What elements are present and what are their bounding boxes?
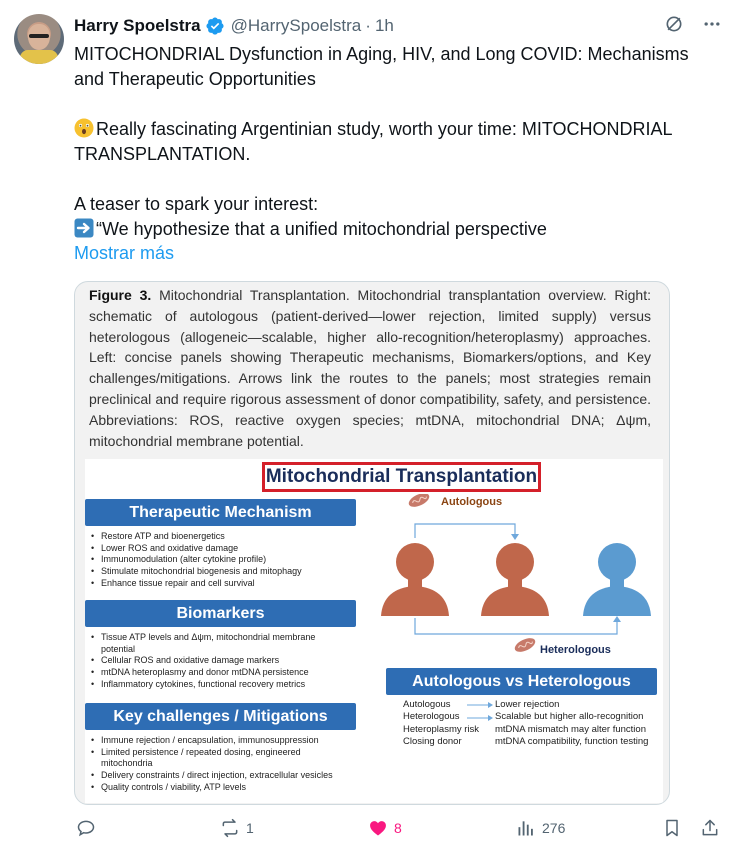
views-chart-icon bbox=[516, 818, 536, 838]
challenges-list bbox=[89, 735, 351, 794]
donor-person-icon bbox=[583, 543, 651, 616]
challenges-header: Key challenges / Mitigations bbox=[85, 703, 356, 730]
right-arrow-icon bbox=[74, 218, 94, 238]
tweet-actions bbox=[74, 818, 724, 852]
caption-label: Figure 3. bbox=[89, 287, 152, 303]
separator-dot: · bbox=[365, 16, 371, 35]
list-item: • Enhance tissue repair and cell survival bbox=[89, 578, 355, 590]
repost-count: 1 bbox=[246, 820, 254, 836]
tweet-text bbox=[74, 42, 724, 242]
comparison-header: Autologous vs Heterologous bbox=[386, 668, 657, 695]
list-item: • Immune rejection / encapsulation, immunosuppression bbox=[89, 735, 351, 747]
list-item: • Restore ATP and bioenergetics bbox=[89, 531, 355, 543]
figure-caption bbox=[89, 285, 651, 451]
mitochondrion-icon bbox=[407, 494, 432, 510]
heterologous-route-arrow bbox=[415, 618, 617, 634]
repost-icon bbox=[220, 818, 240, 838]
text-line-content: Really fascinating Argentinian study, worth your time: MITOCHONDRIAL bbox=[96, 119, 673, 139]
list-item: • Immunomodulation (alter cytokine profile) bbox=[89, 554, 355, 566]
share-icon bbox=[700, 818, 720, 838]
author-avatar[interactable] bbox=[14, 14, 64, 64]
like-count: 8 bbox=[394, 820, 402, 836]
text-line: TRANSPLANTATION. bbox=[74, 144, 251, 164]
comparison-row bbox=[403, 736, 661, 748]
autologous-route-arrow bbox=[415, 524, 515, 538]
recipient-person-icon bbox=[481, 543, 549, 616]
timestamp[interactable]: 1h bbox=[374, 16, 394, 35]
comparison-key: Heteroplasmy risk bbox=[403, 723, 480, 735]
top-actions bbox=[664, 14, 722, 34]
arrow-icon bbox=[465, 701, 495, 709]
author-handle[interactable]: @HarrySpoelstra bbox=[230, 16, 362, 35]
author-name[interactable]: Harry Spoelstra bbox=[74, 16, 201, 35]
biomarkers-header: Biomarkers bbox=[85, 600, 356, 627]
patient-person-icon bbox=[381, 543, 449, 616]
comparison-table bbox=[403, 699, 661, 749]
figure-title: Mitochondrial Transplantation bbox=[262, 462, 541, 492]
list-item: • Cellular ROS and oxidative damage markers bbox=[89, 655, 339, 667]
therapeutic-mechanism-header: Therapeutic Mechanism bbox=[85, 499, 356, 526]
autologous-label: Autologous bbox=[441, 496, 503, 508]
figure-panel bbox=[85, 459, 663, 803]
list-item: • Tissue ATP levels and Δψm, mitochondrial membrane potential bbox=[89, 632, 339, 655]
therapeutic-mechanism-list bbox=[89, 531, 355, 590]
list-item: • Inflammatory cytokines, functional recovery metrics bbox=[89, 679, 339, 691]
like-button[interactable] bbox=[368, 818, 402, 838]
biomarkers-list bbox=[89, 632, 339, 691]
bookmark-icon bbox=[662, 818, 682, 838]
transplant-routes-diagram bbox=[365, 494, 661, 664]
text-line: MITOCHONDRIAL Dysfunction in Aging, HIV, and Long COVID: Mechanisms bbox=[74, 44, 689, 64]
views-count: 276 bbox=[542, 820, 566, 836]
list-item: • Delivery constraints / direct injection, extracellular vesicles bbox=[89, 770, 351, 782]
more-options-icon[interactable] bbox=[702, 14, 722, 34]
repost-button[interactable] bbox=[220, 818, 254, 838]
list-item: • Lower ROS and oxidative damage bbox=[89, 543, 355, 555]
comparison-key: Heterologous bbox=[403, 711, 460, 723]
bookmark-button[interactable] bbox=[662, 818, 682, 838]
text-line: and Therapeutic Opportunities bbox=[74, 69, 316, 89]
text-line bbox=[74, 117, 724, 142]
comparison-row bbox=[403, 699, 661, 711]
arrow-icon bbox=[465, 714, 495, 722]
text-line-content: “We hypothesize that a unified mitochondrial perspective bbox=[96, 219, 547, 239]
show-more-link[interactable]: Mostrar más bbox=[74, 243, 175, 263]
heterologous-label: Heterologous bbox=[540, 644, 611, 656]
reply-button[interactable] bbox=[76, 818, 102, 838]
text-line: A teaser to spark your interest: bbox=[74, 194, 319, 214]
comparison-value: mtDNA compatibility, function testing bbox=[495, 736, 649, 748]
comparison-key: Autologous bbox=[403, 699, 451, 710]
list-item: • Stimulate mitochondrial biogenesis and mitophagy bbox=[89, 566, 355, 578]
comparison-row bbox=[403, 711, 661, 723]
reply-icon bbox=[76, 818, 96, 838]
avatar-scarf bbox=[20, 50, 58, 64]
heart-filled-icon bbox=[368, 818, 388, 838]
avatar-glasses bbox=[29, 34, 49, 38]
tweet-header bbox=[74, 14, 394, 38]
mitochondrion-icon bbox=[513, 635, 538, 654]
verified-badge-icon bbox=[205, 16, 225, 36]
comparison-value: Lower rejection bbox=[495, 699, 560, 710]
astonished-face-icon bbox=[74, 118, 94, 138]
comparison-value: Scalable but higher allo-recognition bbox=[495, 711, 644, 723]
list-item: • Quality controls / viability, ATP levels bbox=[89, 782, 351, 794]
list-item: • Limited persistence / repeated dosing, engineered mitochondria bbox=[89, 747, 351, 770]
share-button[interactable] bbox=[700, 818, 720, 838]
views-button[interactable] bbox=[516, 818, 565, 838]
comparison-value: mtDNA mismatch may alter function bbox=[495, 723, 646, 735]
tweet-image[interactable] bbox=[74, 281, 670, 805]
text-line bbox=[74, 217, 724, 242]
caption-text: Mitochondrial Transplantation. Mitochondrial transplantation overview. Right: schematic of autologous (patient-derived—lower rejection, limited supply) versus heterologous (allogeneic—scalable, higher allo-recognition/heteroplasmy) approaches. Left: concise panels showing Therapeutic mechanisms, Biomarkers/options, and Key challenges/mitigations. Arrows link the routes to the panels; most strategies remain preclinical and require rigorous assessment of donor compatibility, safety, and persistence. Abbreviations: ROS, reactive oxygen species; mtDNA, mitochondrial DNA; Δψm, mitochondrial membrane potential. bbox=[89, 287, 651, 449]
grok-icon[interactable] bbox=[664, 14, 684, 34]
comparison-row bbox=[403, 724, 661, 736]
list-item: • mtDNA heteroplasmy and donor mtDNA persistence bbox=[89, 667, 339, 679]
comparison-key: Closing donor bbox=[403, 736, 462, 748]
